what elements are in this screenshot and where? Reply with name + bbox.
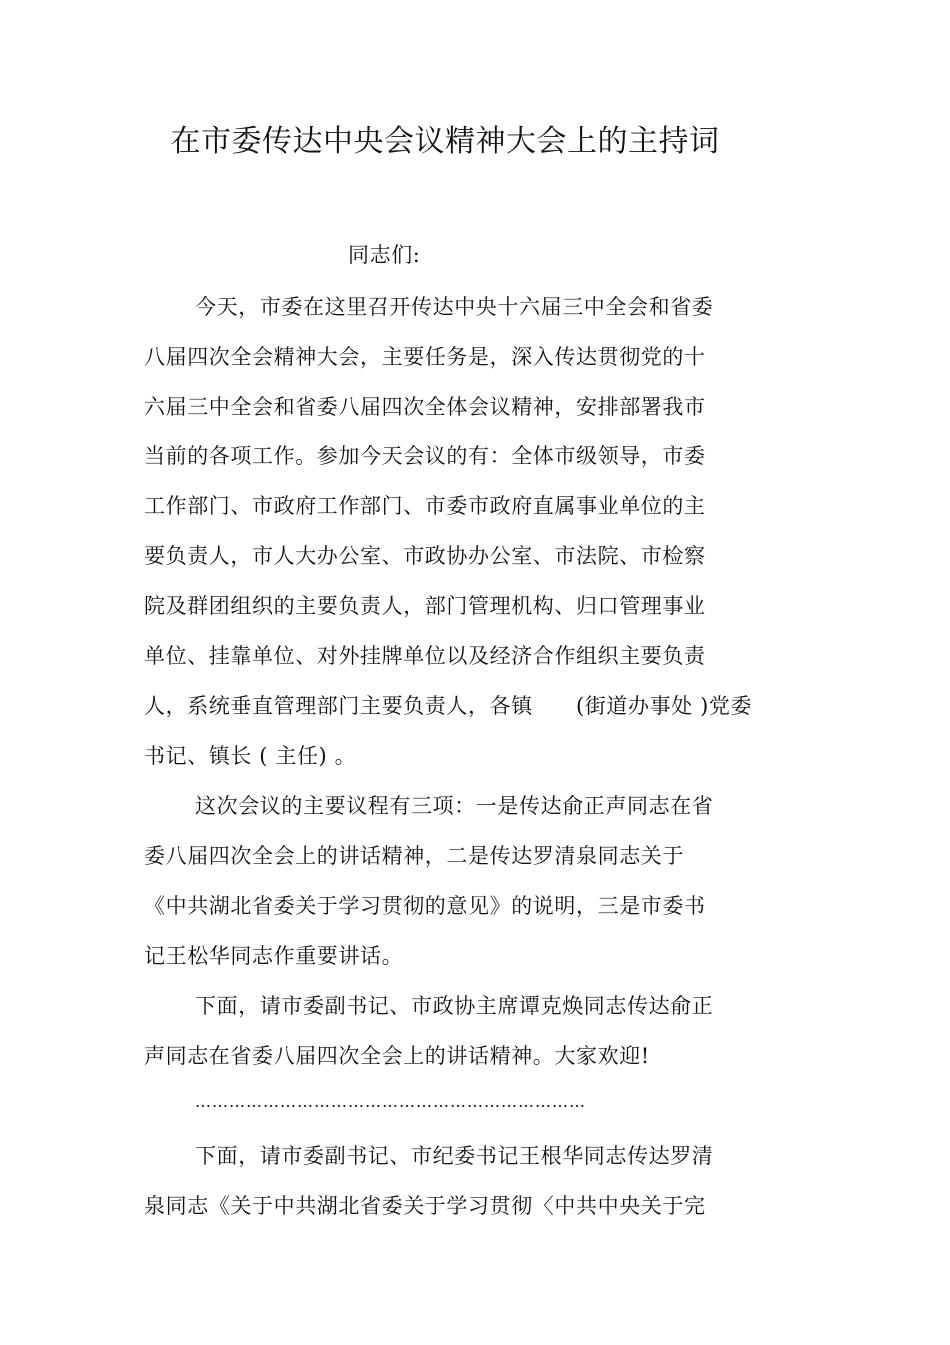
paragraph-line: 六届三中全会和省委八届四次全体会议精神，安排部署我市 bbox=[144, 395, 706, 419]
paragraph-line: 人，系统垂直管理部门主要负责人，各镇 (街道办事处 )党委 bbox=[144, 694, 753, 718]
paragraph-line: 单位、挂靠单位、对外挂牌单位以及经济合作组织主要负责 bbox=[144, 644, 706, 668]
paragraph-line: 书记、镇长 ( 主任) 。 bbox=[144, 744, 357, 768]
paragraph-line: 八届四次全会精神大会，主要任务是，深入传达贯彻党的十 bbox=[144, 345, 706, 369]
paragraph-line: 今天，市委在这里召开传达中央十六届三中全会和省委 bbox=[195, 295, 714, 319]
paragraph-line: 工作部门、市政府工作部门、市委市政府直属事业单位的主 bbox=[144, 494, 706, 518]
paragraph-line: 记王松华同志作重要讲话。 bbox=[144, 944, 404, 968]
dotted-separator: …………………………………………………………… bbox=[195, 1092, 586, 1111]
paragraph-line: 院及群团组织的主要负责人，部门管理机构、归口管理事业 bbox=[144, 594, 706, 618]
paragraph-line: 声同志在省委八届四次全会上的讲话精神。大家欢迎! bbox=[144, 1044, 650, 1068]
paragraph-line: 委八届四次全会上的讲话精神，二是传达罗清泉同志关于 bbox=[144, 844, 684, 868]
paragraph-line: 下面，请市委副书记、市政协主席谭克焕同志传达俞正 bbox=[195, 994, 714, 1018]
document-title: 在市委传达中央会议精神大会上的主持词 bbox=[170, 124, 720, 159]
salutation: 同志们: bbox=[348, 243, 421, 267]
paragraph-line: 这次会议的主要议程有三项：一是传达俞正声同志在省 bbox=[195, 794, 714, 818]
paragraph-line: 当前的各项工作。参加今天会议的有：全体市级领导，市委 bbox=[144, 444, 706, 468]
paragraph-line: 泉同志《关于中共湖北省委关于学习贯彻〈中共中央关于完 bbox=[144, 1194, 706, 1218]
paragraph-line: 要负责人，市人大办公室、市政协办公室、市法院、市检察 bbox=[144, 544, 706, 568]
paragraph-line: 下面，请市委副书记、市纪委书记王根华同志传达罗清 bbox=[195, 1144, 714, 1168]
paragraph-line: 《中共湖北省委关于学习贯彻的意见》的说明，三是市委书 bbox=[144, 894, 706, 918]
